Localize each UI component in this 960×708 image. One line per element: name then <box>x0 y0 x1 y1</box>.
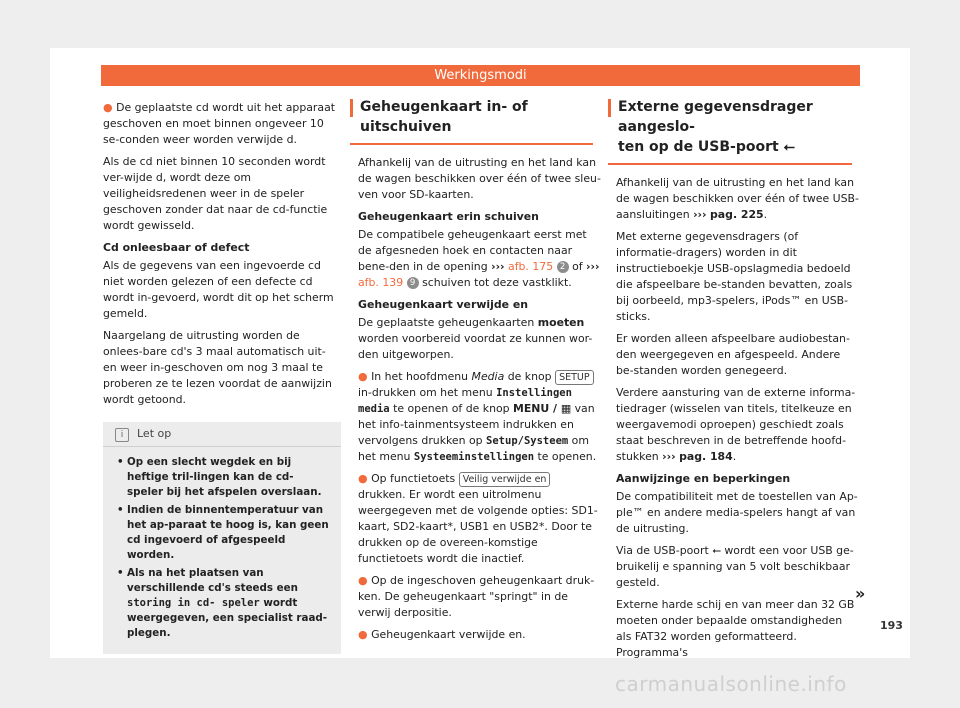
tip-box <box>103 422 341 654</box>
bullet-icon: ● <box>358 628 368 641</box>
setup-key: SETUP <box>555 370 594 385</box>
continue-marker: » <box>855 584 866 603</box>
column-3 <box>616 97 860 667</box>
list-item: • Op een slecht wegdek en bij heftige tril-lingen kan de cd-speler bij het afspelen overslaan. <box>117 455 329 500</box>
page-number: 193 <box>880 619 903 632</box>
list-item: ● Geheugenkaart verwijde en. <box>358 628 526 641</box>
column-2 <box>358 97 601 649</box>
watermark: carmanualsonline.info <box>615 672 847 696</box>
list-item: ● Op de ingeschoven geheugenkaart druk-ken. De geheugenkaart "springt" in de verwij derpositie. <box>358 574 595 619</box>
usb-icon: ⭠ <box>783 139 795 155</box>
paragraph: Externe harde schij en van meer dan 32 GB moeten onder bepaalde omstandigheden als FAT32 worden geformatteerd. Programma's <box>616 598 855 659</box>
list-item: • Indien de binnentemperatuur van het ap-paraat te hoog is, kan geen cd ingevoerd of afgespeeld worden. <box>117 503 329 563</box>
section-heading: Geheugenkaart in- of uitschuiven <box>350 97 593 145</box>
bullet-icon: ● <box>358 472 368 485</box>
list-item: ● In het hoofdmenu Media de knop SETUP in-drukken om het menu Instellingen media te openen of de knop MENU / ▦ van het info-tainmentsysteem indrukken en vervolgens drukken op Setup/Systeem om het menu Systeeminstellingen te openen. <box>358 370 597 463</box>
bullet-icon: ● <box>103 101 113 114</box>
figure-link[interactable]: afb. 175 <box>508 260 554 273</box>
figure-link[interactable]: afb. 139 <box>358 276 404 289</box>
page-link[interactable]: pag. 225 <box>710 208 764 221</box>
paragraph: Als de gegevens van een ingevoerde cd niet worden gelezen of een defecte cd wordt in-gevoerd, wordt dit op het scherm gemeld. <box>103 259 334 320</box>
bullet-icon: ● <box>358 370 368 383</box>
paragraph: Als de cd niet binnen 10 seconden wordt ver-wijde d, wordt deze om veiligheidsredenen weer in de speler geschoven zonder dat naar de cd-functie wordt gewisseld. <box>103 155 328 232</box>
bullet-icon: ● <box>358 574 368 587</box>
safe-remove-key: Veilig verwijde en <box>459 472 551 487</box>
paragraph: Verdere aansturing van de externe informa-tiedrager (wisselen van titels, titelkeuze en weergavemodi oproepen) geschiedt zoals staat beschreven in de betreffende hoofd-stukken ››› pag. 184. <box>616 386 856 463</box>
list-item: ● Op functietoets Veilig verwijde en drukken. Er wordt een uitrolmenu weergegeven met de volgende opties: SD1-kaart, SD2-kaart*, USB1 en USB2*. Door te drukken op de overeen-komstige functietoets wordt die inactief. <box>358 472 598 565</box>
column-1 <box>103 100 341 654</box>
chapter-header: Werkingsmodi <box>101 65 860 86</box>
tip-list <box>103 455 341 641</box>
section-heading: Externe gegevensdrager aangeslo- ten op de USB-poort ⭠ <box>608 97 852 165</box>
heading-accent <box>350 99 353 117</box>
paragraph: Afhankelij van de uitrusting en het land kan de wagen beschikken over één of twee USB-aansluitingen ››› pag. 225. <box>616 176 859 221</box>
page-link[interactable]: pag. 184 <box>679 450 733 463</box>
subheading: Cd onleesbaar of defect <box>103 241 250 254</box>
paragraph: Er worden alleen afspeelbare audiobestan-den weergegeven en afgespeeld. Andere be-standen worden genegeerd. <box>616 332 850 377</box>
subheading: Aanwijzinge en beperkingen <box>616 472 791 485</box>
paragraph: Afhankelij van de uitrusting en het land kan de wagen beschikken over één of twee sleu-ven voor SD-kaarten. <box>358 156 601 201</box>
paragraph: De geplaatste geheugenkaarten moeten worden voorbereid voordat ze kunnen wor-den uitgeworpen. <box>358 316 593 361</box>
info-icon: i <box>115 428 129 442</box>
paragraph: De compatibele geheugenkaart eerst met de afgesneden hoek en contacten naar bene-den in de opening ››› afb. 175 2 of ››› afb. 139 9 schuiven tot deze vastklikt. <box>358 228 600 289</box>
usb-icon: ⭠ <box>712 544 721 557</box>
paragraph: Via de USB-poort ⭠ wordt een voor USB ge-bruikelij e spanning van 5 volt beschikbaar gesteld. <box>616 544 854 589</box>
heading-accent <box>608 99 611 117</box>
subheading: Geheugenkaart erin schuiven <box>358 210 539 223</box>
list-item: • Als na het plaatsen van verschillende cd's steeds een storing in cd- speler wordt weergegeven, een specialist raad-plegen. <box>117 566 329 641</box>
paragraph: Naargelang de uitrusting worden de onlees-bare cd's 3 maal automatisch uit- en weer in-geschoven om nog 3 maal te proberen ze te lezen voordat de aanwijzin wordt getoond. <box>103 329 332 406</box>
menu-key: MENU / ▦ <box>513 402 572 415</box>
tip-header: i Let op <box>103 422 341 447</box>
paragraph: ● De geplaatste cd wordt uit het apparaat geschoven en moet binnen ongeveer 10 se-conden weer worden verwijde d. <box>103 101 336 146</box>
paragraph: De compatibiliteit met de toestellen van Ap-ple™ en andere media-spelers hangt af van de uitrusting. <box>616 490 858 535</box>
paragraph: Met externe gegevensdragers (of informatie-dragers) worden in dit instructieboekje USB-opslagmedia bedoeld die afspeelbare be-standen bevatten, zoals bij oorbeeld, mp3-spelers, iPods™ en USB-sticks. <box>616 230 853 323</box>
subheading: Geheugenkaart verwijde en <box>358 298 528 311</box>
